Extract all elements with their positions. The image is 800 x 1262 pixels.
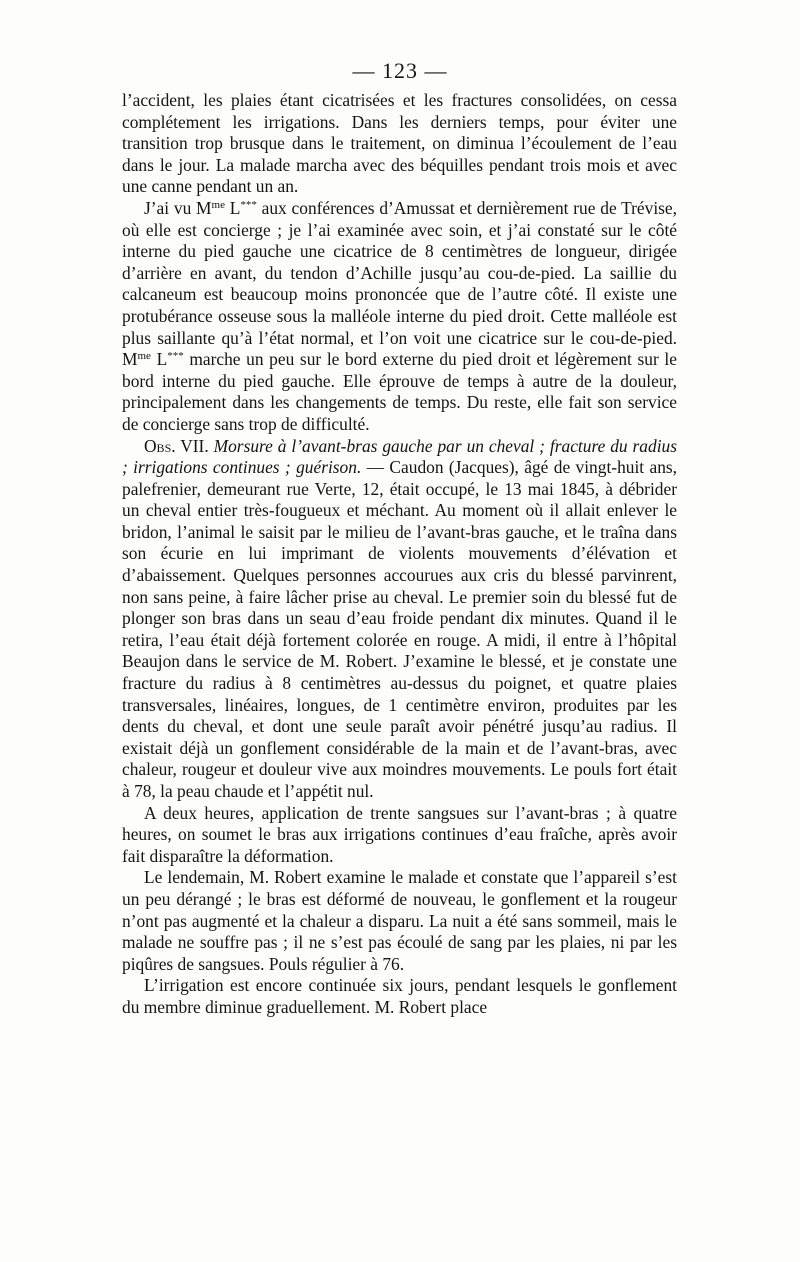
title-abbrev-2: me [137, 350, 151, 363]
name-asterisks: *** [240, 198, 257, 211]
name-asterisks-2: *** [167, 350, 184, 363]
observation-7 [122, 436, 677, 803]
title-abbrev: me [211, 198, 225, 211]
p2-end: marche un peu sur le bord externe du pied droit et légèrement sur le bord interne du pied gauche. Elle éprouve de temps à autre de la douleur, principalement dans les changements de temps. Du reste, elle fait son service de concierge sans trop de difficulté. [122, 349, 677, 434]
paragraph-5: Le lendemain, M. Robert examine le malade et constate que l’appareil s’est un peu dérangé ; le bras est déformé de nouveau, le gonflement et la rougeur n’ont pas augmenté et la chaleur a disparu. La nuit a été sans sommeil, mais le malade ne souffre pas ; il ne s’est pas écoulé de sang par les plaies, ni par les piqûres de sangsues. Pouls régulier à 76. [122, 867, 677, 974]
paragraph-1: l’accident, les plaies étant cicatrisées et les fractures consolidées, on cessa complétement les irrigations. Dans les derniers temps, pour éviter une transition trop brusque dans le traitement, on diminua l’écoulement de l’eau dans le jour. La malade marcha avec des béquilles pendant trois mois et avec une canne pendant un an. [122, 90, 677, 197]
paragraph-2 [122, 198, 677, 436]
paragraph-6: L’irrigation est encore continuée six jours, pendant lesquels le gonflement du membre diminue graduellement. M. Robert place [122, 975, 677, 1017]
p2-start: J’ai vu M [144, 197, 212, 218]
patient-initial: L [224, 197, 241, 218]
observation-label: Obs. VII. [144, 435, 209, 456]
p2-middle: aux conférences d’Amussat et dernièrement rue de Trévise, où elle est concierge ; je l’ai examinée avec soin, et j’ai constaté sur le côté interne du pied gauche une cicatrice de 8 centimètres de longueur, dirigée d’arrière en avant, du tendon d’Achille jusqu’au cou-de-pied. La saillie du calcaneum est beaucoup moins prononcée que de l’autre côté. Il existe une protubérance osseuse sous la malléole interne du pied droit. Cette malléole est plus saillante qu’à l’état normal, et l’on voit une cicatrice sur le cou-de-pied. M [122, 197, 677, 370]
patient-initial-2: L [150, 349, 168, 370]
observation-title: Morsure à l’avant-bras gauche par un cheval ; fracture du radius ; irrigations continues ; guérison. [122, 435, 677, 478]
paragraph-4: A deux heures, application de trente sangsues sur l’avant-bras ; à quatre heures, on soumet le bras aux irrigations continues d’eau fraîche, après avoir fait disparaître la déformation. [122, 802, 677, 866]
observation-body: — Caudon (Jacques), âgé de vingt-huit ans, palefrenier, demeurant rue Verte, 12, était occupé, le 13 mai 1845, à débrider un cheval entier très-fougueux et méchant. Au moment où il allait enlever le bridon, l’animal le saisit par le milieu de l’avant-bras gauche, et le traîna dans son écurie en lui imprimant de violents mouvements d’élévation et d’abaissement. Quelques personnes accourues aux cris du blessé parvinrent, non sans peine, à faire lâcher prise au cheval. Le premier soin du blessé fut de plonger son bras dans un seau d’eau froide pendant dix minutes. Quand il le retira, l’eau était déjà fortement colorée en rouge. A midi, il entre à l’hôpital Beaujon dans le service de M. Robert. J’examine le blessé, et je constate une fracture du radius à 8 centimètres au-dessus du poignet, et quatre plaies transversales, linéaires, longues, de 1 centimètre environ, produites par les dents du cheval, et dont une seule paraît avoir pénétré jusqu’au radius. Il existait déjà un gonflement considérable de la main et de l’avant-bras, avec chaleur, rougeur et douleur vive aux moindres mouvements. Le pouls fort était à 78, la peau chaude et l’appétit nul. [122, 457, 678, 801]
page-number: — 123 — [352, 58, 448, 83]
body-text [122, 90, 677, 1019]
